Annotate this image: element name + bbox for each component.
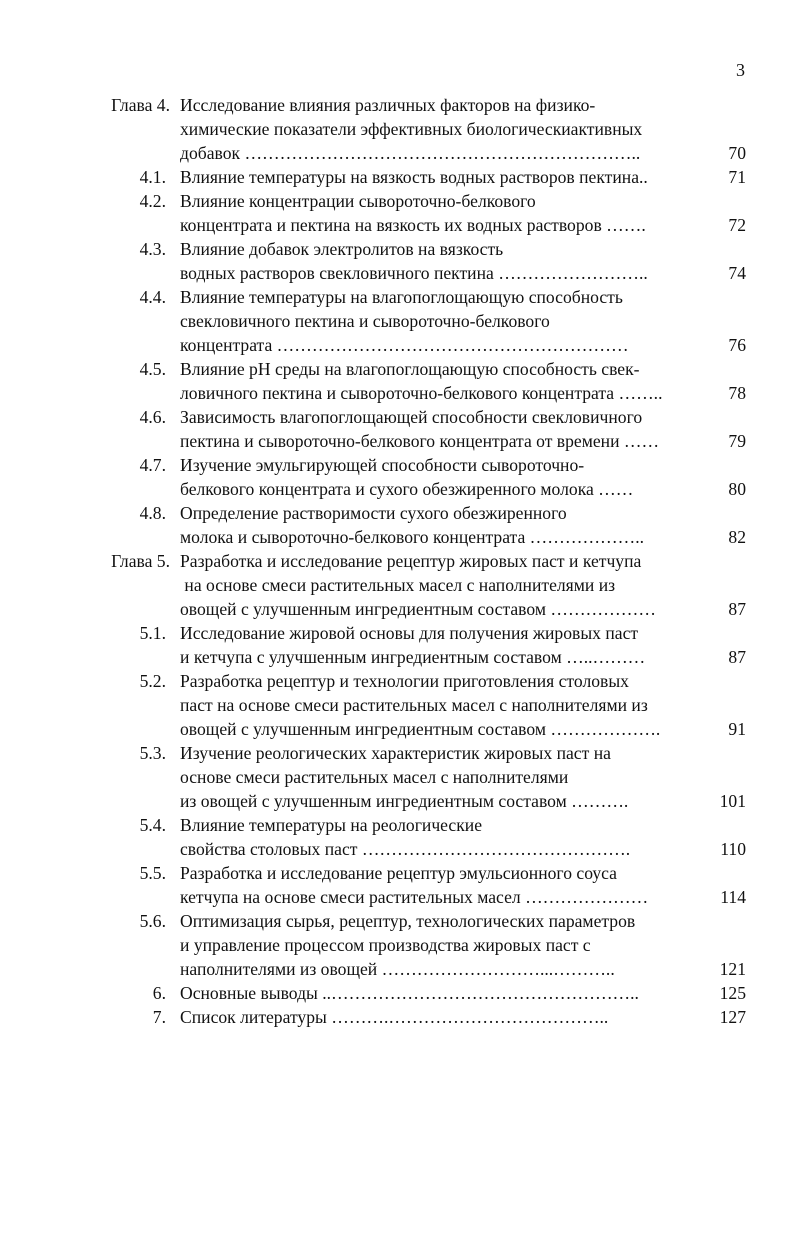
- entry-title-line: Разработка и исследование рецептур жировых паст и кетчупа: [180, 551, 642, 571]
- entry-title: [180, 909, 700, 981]
- table-of-contents: [0, 93, 798, 1029]
- entry-page: 71: [728, 167, 746, 187]
- toc-entry-4-5: [0, 357, 798, 405]
- entry-title: [180, 501, 700, 549]
- entry-page: 91: [728, 719, 746, 739]
- entry-title-line: Изучение эмульгирующей способности сывороточно-: [180, 455, 585, 475]
- toc-entry-4-8: [0, 501, 798, 549]
- entry-title-line: Разработка и исследование рецептур эмульсионного соуса: [180, 863, 617, 883]
- entry-title-line: Исследование жировой основы для получения жировых паст: [180, 623, 639, 643]
- toc-entry-4-2: [0, 189, 798, 237]
- entry-page: 121: [719, 959, 746, 979]
- entry-page: 70: [728, 143, 746, 163]
- entry-page: 127: [719, 1007, 746, 1027]
- entry-title: [180, 93, 700, 165]
- entry-page: 74: [728, 263, 746, 283]
- toc-entry-4-3: [0, 237, 798, 285]
- entry-page: 72: [728, 215, 746, 235]
- entry-title-line: Влияние температуры на вязкость водных растворов пектина..: [180, 167, 648, 187]
- entry-page: 82: [728, 527, 746, 547]
- toc-entry-4-4: [0, 285, 798, 357]
- entry-title-line: Изучение реологических характеристик жировых паст на: [180, 743, 611, 763]
- entry-number: 5.2.: [139, 671, 166, 691]
- entry-title-line: Зависимость влагопоглощающей способности свекловичного: [180, 407, 643, 427]
- entry-title: [180, 357, 700, 405]
- entry-number: 4.6.: [139, 407, 166, 427]
- entry-title-line: Влияние концентрации сывороточно-белкового: [180, 191, 536, 211]
- entry-title: [180, 621, 700, 669]
- entry-number: 5.3.: [139, 743, 166, 763]
- entry-page: 80: [728, 479, 746, 499]
- entry-page: 114: [720, 887, 746, 907]
- entry-title: [180, 741, 700, 813]
- entry-number: Глава 4.: [111, 95, 170, 115]
- entry-title-line: химические показатели эффективных биологическиактивных: [180, 119, 643, 139]
- entry-title: [180, 405, 700, 453]
- entry-title-line: и управление процессом производства жировых паст с: [180, 935, 591, 955]
- entry-page: 125: [719, 983, 746, 1003]
- entry-title-line: пектина и сывороточно-белкового концентрата от времени ……: [180, 431, 660, 451]
- entry-number: 4.5.: [139, 359, 166, 379]
- entry-number: 7.: [152, 1007, 166, 1027]
- toc-entry-7: [0, 1005, 798, 1029]
- toc-entry-chapter-5: [0, 549, 798, 621]
- entry-number: 5.1.: [139, 623, 166, 643]
- entry-number: 4.3.: [139, 239, 166, 259]
- entry-title-line: Разработка рецептур и технологии приготовления столовых: [180, 671, 629, 691]
- entry-title-line: концентрата ……………………………………………………: [180, 335, 629, 355]
- entry-title-line: Определение растворимости сухого обезжиренного: [180, 503, 567, 523]
- page-number: 3: [736, 60, 745, 80]
- entry-number: 4.1.: [139, 167, 166, 187]
- entry-title: [180, 165, 700, 189]
- entry-number: 4.4.: [139, 287, 166, 307]
- entry-title-line: на основе смеси растительных масел с наполнителями из: [180, 575, 616, 595]
- toc-entry-6: [0, 981, 798, 1005]
- entry-title: [180, 669, 700, 741]
- entry-page: 101: [719, 791, 746, 811]
- toc-entry-5-5: [0, 861, 798, 909]
- entry-title-line: Основные выводы ..……………………………………………..: [180, 983, 639, 1003]
- entry-number: 4.2.: [139, 191, 166, 211]
- toc-entry-4-6: [0, 405, 798, 453]
- entry-page: 87: [728, 647, 746, 667]
- entry-title: [180, 813, 700, 861]
- entry-number: 5.5.: [139, 863, 166, 883]
- entry-number: 5.4.: [139, 815, 166, 835]
- entry-title-line: основе смеси растительных масел с наполнителями: [180, 767, 569, 787]
- entry-title: [180, 861, 700, 909]
- entry-title-line: и кетчупа с улучшенным ингредиентным составом …..………: [180, 647, 646, 667]
- entry-title-line: Список литературы ……….………………………………..: [180, 1007, 609, 1027]
- toc-entry-4-1: [0, 165, 798, 189]
- entry-title-line: ловичного пектина и сывороточно-белкового концентрата ……..: [180, 383, 663, 403]
- entry-page: 76: [728, 335, 746, 355]
- entry-title-line: Влияние добавок электролитов на вязкость: [180, 239, 504, 259]
- entry-title-line: овощей с улучшенным ингредиентным составом ………………: [180, 599, 656, 619]
- entry-title-line: добавок …………………………………………………………..: [180, 143, 641, 163]
- entry-title-line: овощей с улучшенным ингредиентным составом ……………….: [180, 719, 661, 739]
- entry-title-line: свойства столовых паст ……………………………………….: [180, 839, 631, 859]
- entry-title: [180, 453, 700, 501]
- toc-entry-4-7: [0, 453, 798, 501]
- entry-title-line: водных растворов свекловичного пектина ……………………..: [180, 263, 648, 283]
- entry-title-line: наполнителями из овощей ………………………...………..: [180, 959, 615, 979]
- toc-entry-5-1: [0, 621, 798, 669]
- entry-title-line: из овощей с улучшенным ингредиентным составом ……….: [180, 791, 629, 811]
- entry-title-line: кетчупа на основе смеси растительных масел …………………: [180, 887, 649, 907]
- entry-title: [180, 549, 700, 621]
- entry-title: [180, 981, 700, 1005]
- entry-title-line: свекловичного пектина и сывороточно-белкового: [180, 311, 550, 331]
- entry-title: [180, 1005, 700, 1029]
- entry-title: [180, 189, 700, 237]
- entry-title: [180, 285, 700, 357]
- entry-title-line: молока и сывороточно-белкового концентрата ………………..: [180, 527, 645, 547]
- entry-title-line: Исследование влияния различных факторов на физико-: [180, 95, 596, 115]
- entry-number: 4.8.: [139, 503, 166, 523]
- toc-entry-5-4: [0, 813, 798, 861]
- entry-number: 4.7.: [139, 455, 166, 475]
- toc-entry-5-3: [0, 741, 798, 813]
- entry-number: Глава 5.: [111, 551, 170, 571]
- toc-entry-5-6: [0, 909, 798, 981]
- entry-title-line: Оптимизация сырья, рецептур, технологических параметров: [180, 911, 636, 931]
- entry-title-line: белкового концентрата и сухого обезжиренного молока ……: [180, 479, 634, 499]
- entry-number: 5.6.: [139, 911, 166, 931]
- entry-page: 79: [728, 431, 746, 451]
- entry-title-line: Влияние температуры на реологические: [180, 815, 483, 835]
- entry-title-line: Влияние pH среды на влагопоглощающую способность свек-: [180, 359, 640, 379]
- entry-page: 87: [728, 599, 746, 619]
- entry-page: 110: [720, 839, 746, 859]
- entry-title-line: концентрата и пектина на вязкость их водных растворов …….: [180, 215, 646, 235]
- entry-page: 78: [728, 383, 746, 403]
- toc-entry-chapter-4: [0, 93, 798, 165]
- entry-number: 6.: [152, 983, 166, 1003]
- toc-entry-5-2: [0, 669, 798, 741]
- entry-title: [180, 237, 700, 285]
- entry-title-line: Влияние температуры на влагопоглощающую способность: [180, 287, 623, 307]
- entry-title-line: паст на основе смеси растительных масел с наполнителями из: [180, 695, 648, 715]
